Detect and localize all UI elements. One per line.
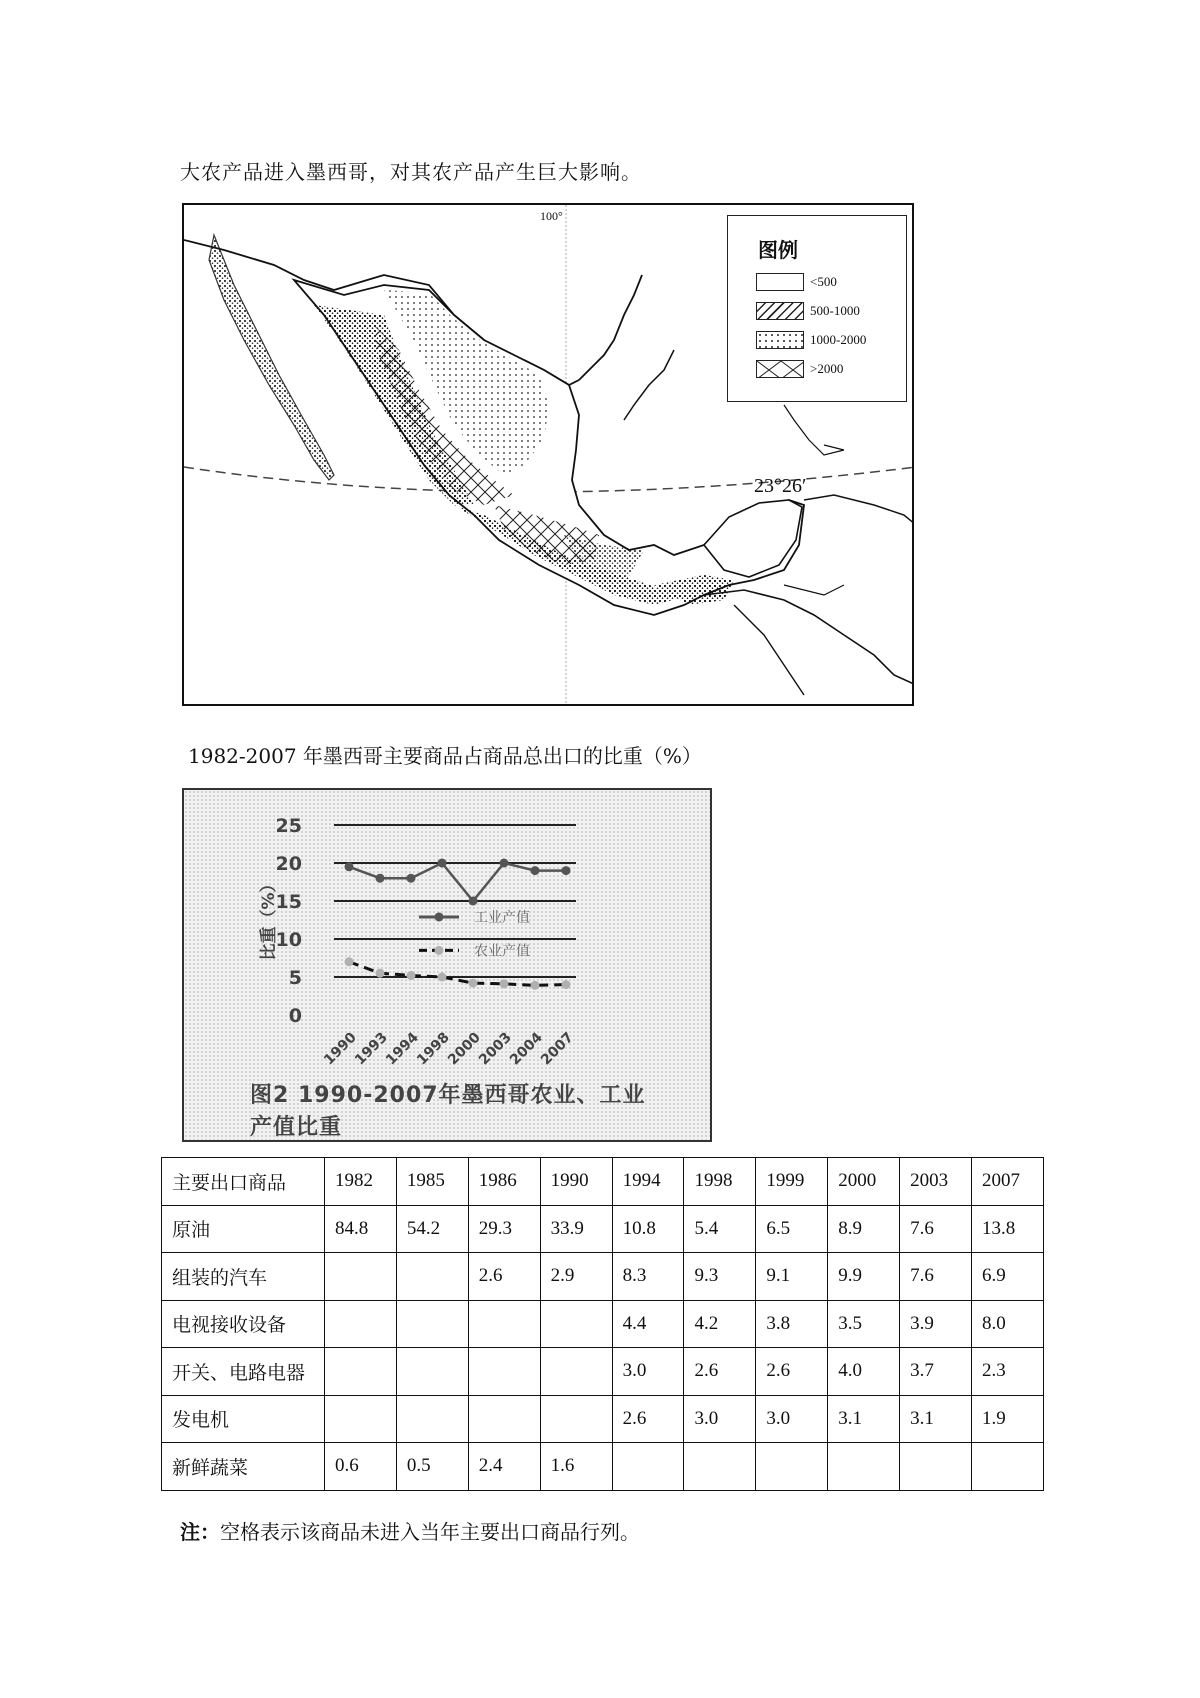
meridian-label: 100° (540, 209, 563, 223)
legend-swatch-blank-icon (756, 273, 804, 291)
table-cell: 2.6 (756, 1348, 828, 1396)
data-point (531, 981, 540, 990)
table-cell: 1982 (325, 1158, 397, 1206)
table-cell: 54.2 (396, 1205, 468, 1253)
table-cell: 2003 (900, 1158, 972, 1206)
table-row (162, 1205, 1044, 1253)
data-point (562, 980, 571, 989)
data-point (500, 859, 509, 868)
data-point (469, 897, 478, 906)
legend-label: >2000 (810, 361, 844, 376)
table-cell: 1990 (540, 1158, 612, 1206)
legend-item-500-1000 (756, 301, 860, 321)
table-cell (396, 1300, 468, 1348)
x-tick-label: 1993 (351, 1029, 391, 1069)
table-cell: 3.8 (756, 1300, 828, 1348)
table-cell: 8.9 (828, 1205, 900, 1253)
table-cell (396, 1253, 468, 1301)
table-cell (325, 1348, 397, 1396)
x-tick-label: 1994 (382, 1029, 422, 1069)
legend-swatch-cross-icon (756, 360, 804, 378)
table-cell: 2.3 (972, 1348, 1044, 1396)
table-row-label: 组装的汽车 (162, 1253, 325, 1301)
table-cell (684, 1443, 756, 1491)
data-point (531, 866, 540, 875)
table-cell: 6.9 (972, 1253, 1044, 1301)
table-cell: 13.8 (972, 1205, 1044, 1253)
y-tick-label: 5 (288, 967, 302, 989)
x-tick-label: 1990 (320, 1029, 360, 1069)
table-cell: 6.5 (756, 1205, 828, 1253)
data-point (345, 957, 354, 966)
table-cell: 3.0 (612, 1348, 684, 1396)
data-point (376, 969, 385, 978)
table-cell: 29.3 (468, 1205, 540, 1253)
table-cell: 84.8 (325, 1205, 397, 1253)
legend-swatch-diagonal-icon (756, 302, 804, 320)
data-point (407, 874, 416, 883)
data-point (469, 979, 478, 988)
table-cell: 4.4 (612, 1300, 684, 1348)
table-cell: 8.0 (972, 1300, 1044, 1348)
legend-label: 500-1000 (810, 303, 860, 318)
y-tick-label: 0 (288, 1005, 302, 1027)
table-cell: 2.6 (468, 1253, 540, 1301)
table-cell: 4.2 (684, 1300, 756, 1348)
table-cell: 1999 (756, 1158, 828, 1206)
output-share-chart (182, 788, 712, 1142)
table-cell: 3.0 (756, 1395, 828, 1443)
y-tick-label: 25 (275, 815, 302, 837)
table-cell (468, 1300, 540, 1348)
table-cell: 2.9 (540, 1253, 612, 1301)
table-cell (972, 1443, 1044, 1491)
legend-item-lt500 (756, 272, 837, 292)
y-tick-label: 20 (275, 853, 302, 875)
map-legend (727, 215, 907, 402)
table-row-label: 电视接收设备 (162, 1300, 325, 1348)
table-cell (396, 1348, 468, 1396)
table-cell: 3.1 (900, 1395, 972, 1443)
table-cell: 2.6 (684, 1348, 756, 1396)
table-row (162, 1443, 1044, 1491)
note-label: 注： (180, 1520, 220, 1544)
legend-item-gt2000 (756, 359, 843, 379)
table-cell: 10.8 (612, 1205, 684, 1253)
table-cell: 3.9 (900, 1300, 972, 1348)
table-cell (325, 1253, 397, 1301)
data-point (438, 973, 447, 982)
data-point (376, 874, 385, 883)
table-row (162, 1348, 1044, 1396)
table-cell: 1985 (396, 1158, 468, 1206)
y-tick-label: 15 (275, 891, 302, 913)
tropic-label: 23°26′ (754, 475, 807, 497)
x-tick-label: 2004 (506, 1029, 546, 1069)
table-row-label: 开关、电路电器 (162, 1348, 325, 1396)
table-cell: 0.5 (396, 1443, 468, 1491)
table-header-row (162, 1158, 1044, 1206)
legend-label-1: 农业产值 (474, 943, 530, 960)
x-tick-label: 2003 (475, 1029, 515, 1069)
table-cell: 9.1 (756, 1253, 828, 1301)
table-cell (828, 1443, 900, 1491)
table-cell (540, 1300, 612, 1348)
table-cell (468, 1395, 540, 1443)
table-cell: 7.6 (900, 1205, 972, 1253)
mexico-map (182, 203, 914, 706)
table-row (162, 1300, 1044, 1348)
table-cell (396, 1395, 468, 1443)
table-cell: 33.9 (540, 1205, 612, 1253)
table-cell: 1986 (468, 1158, 540, 1206)
data-point (407, 971, 416, 980)
data-point (345, 862, 354, 871)
table-row-label: 新鲜蔬菜 (162, 1443, 325, 1491)
table-cell: 3.7 (900, 1348, 972, 1396)
table-cell: 5.4 (684, 1205, 756, 1253)
export-table (161, 1157, 1044, 1491)
table-cell: 8.3 (612, 1253, 684, 1301)
legend-label: <500 (810, 274, 837, 289)
table-cell: 7.6 (900, 1253, 972, 1301)
legend-marker-1 (435, 946, 444, 955)
x-tick-label: 1998 (413, 1029, 453, 1069)
table-cell: 4.0 (828, 1348, 900, 1396)
table-cell: 0.6 (325, 1443, 397, 1491)
table-cell: 9.9 (828, 1253, 900, 1301)
table-cell: 2.6 (612, 1395, 684, 1443)
table-row-label: 主要出口商品 (162, 1158, 325, 1206)
table-cell (540, 1348, 612, 1396)
table-cell: 9.3 (684, 1253, 756, 1301)
intro-text: 大农产品进入墨西哥，对其农产品产生巨大影响。 (180, 160, 642, 184)
table-cell: 1994 (612, 1158, 684, 1206)
legend-label: 1000-2000 (810, 332, 867, 347)
legend-marker-0 (435, 912, 444, 921)
table-cell: 1.9 (972, 1395, 1044, 1443)
table-cell (468, 1348, 540, 1396)
legend-title: 图例 (758, 240, 798, 262)
table-cell: 2.4 (468, 1443, 540, 1491)
table-cell (325, 1300, 397, 1348)
chart-caption-line1: 图2 1990-2007年墨西哥农业、工业 (250, 1083, 646, 1108)
export-share-title: 1982-2007 年墨西哥主要商品占商品总出口的比重（%） (188, 744, 702, 768)
y-tick-label: 10 (275, 929, 302, 951)
table-row (162, 1253, 1044, 1301)
table-cell: 2000 (828, 1158, 900, 1206)
table-cell (540, 1395, 612, 1443)
table-cell (756, 1443, 828, 1491)
table-cell (900, 1443, 972, 1491)
table-row (162, 1395, 1044, 1443)
table-cell: 2007 (972, 1158, 1044, 1206)
table-cell (325, 1395, 397, 1443)
table-cell: 3.1 (828, 1395, 900, 1443)
x-tick-label: 2000 (444, 1029, 484, 1069)
data-point (438, 859, 447, 868)
legend-item-1000-2000 (756, 330, 866, 350)
data-point (500, 979, 509, 988)
legend-label-0: 工业产值 (474, 909, 530, 926)
table-note (180, 1516, 640, 1545)
y-axis-label: 比重（%） (259, 875, 279, 961)
table-cell: 3.0 (684, 1395, 756, 1443)
table-cell: 1998 (684, 1158, 756, 1206)
note-text: 空格表示该商品未进入当年主要出口商品行列。 (220, 1520, 640, 1544)
chart-caption-line2: 产值比重 (250, 1115, 343, 1140)
data-point (562, 866, 571, 875)
table-row-label: 发电机 (162, 1395, 325, 1443)
table-cell (612, 1443, 684, 1491)
x-tick-label: 2007 (537, 1029, 577, 1069)
legend-swatch-dots-icon (756, 331, 804, 349)
table-cell: 3.5 (828, 1300, 900, 1348)
table-cell: 1.6 (540, 1443, 612, 1491)
table-row-label: 原油 (162, 1205, 325, 1253)
